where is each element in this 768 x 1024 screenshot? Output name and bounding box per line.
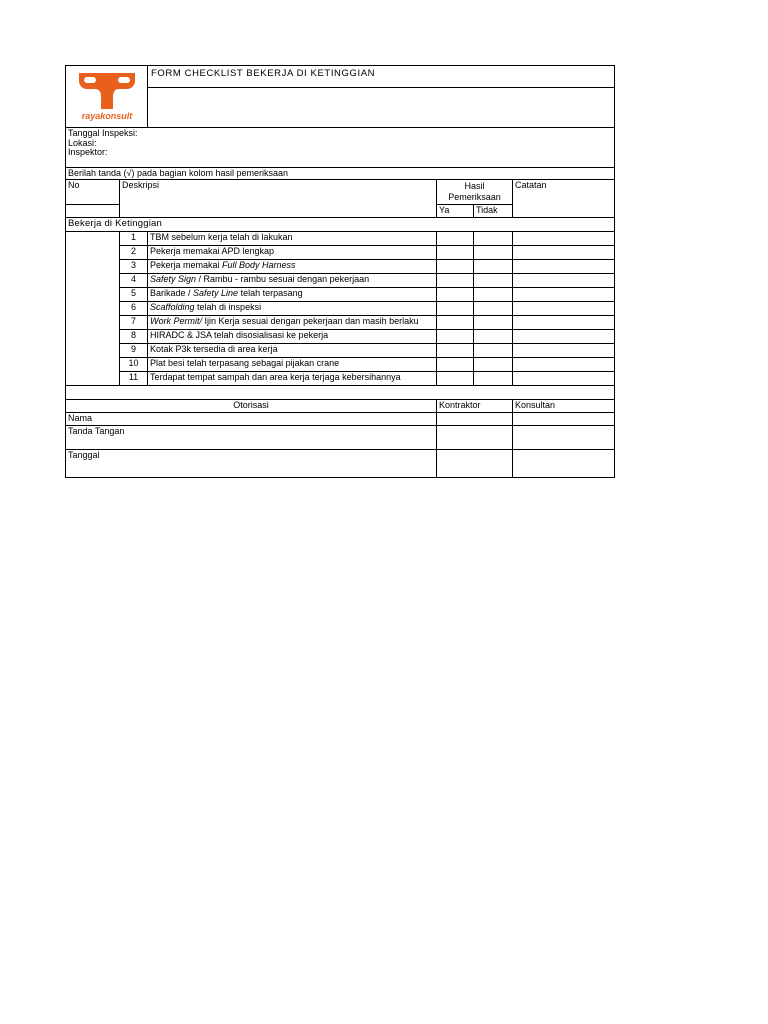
row-number: 4	[120, 274, 148, 288]
col-header-no-cont	[66, 205, 120, 218]
description-part: Scaffolding	[150, 302, 195, 312]
row-indent	[66, 358, 120, 372]
row-number: 9	[120, 344, 148, 358]
konsultan-header: Konsultan	[513, 400, 615, 413]
checklist-row	[66, 302, 615, 316]
tidak-checkbox-cell[interactable]	[474, 232, 513, 246]
ya-checkbox-cell[interactable]	[437, 302, 474, 316]
title-blank-area	[148, 88, 615, 128]
description-part: Plat besi telah terpasang sebagai pijakan crane	[150, 358, 340, 368]
checklist-row	[66, 232, 615, 246]
row-description	[148, 316, 437, 330]
otorisasi-header: Otorisasi	[66, 400, 437, 413]
nama-kontraktor-field[interactable]	[437, 413, 513, 426]
checklist-form	[65, 65, 614, 478]
ya-checkbox-cell[interactable]	[437, 232, 474, 246]
checklist-row	[66, 316, 615, 330]
row-indent	[66, 274, 120, 288]
catatan-cell[interactable]	[513, 302, 615, 316]
row-number: 1	[120, 232, 148, 246]
ya-checkbox-cell[interactable]	[437, 358, 474, 372]
row-indent	[66, 302, 120, 316]
catatan-cell[interactable]	[513, 260, 615, 274]
description-part: telah di inspeksi	[194, 302, 262, 312]
row-description	[148, 302, 437, 316]
description-part: Safety Sign	[150, 274, 197, 284]
catatan-cell[interactable]	[513, 232, 615, 246]
row-number: 10	[120, 358, 148, 372]
row-description	[148, 372, 437, 386]
description-part: Ijin Kerja sesuai dengan pekerjaan dan masih berlaku	[202, 316, 419, 326]
tidak-checkbox-cell[interactable]	[474, 330, 513, 344]
row-description	[148, 260, 437, 274]
ya-checkbox-cell[interactable]	[437, 344, 474, 358]
row-indent	[66, 260, 120, 274]
section-title: Bekerja di Ketinggian	[66, 218, 615, 232]
checklist-row	[66, 260, 615, 274]
ttd-konsultan-field[interactable]	[513, 426, 615, 450]
row-number: 2	[120, 246, 148, 260]
row-indent	[66, 232, 120, 246]
tidak-checkbox-cell[interactable]	[474, 274, 513, 288]
tidak-checkbox-cell[interactable]	[474, 344, 513, 358]
hasil-line1: Hasil	[464, 181, 485, 191]
row-indent	[66, 316, 120, 330]
row-description	[148, 344, 437, 358]
tanggal-konsultan-field[interactable]	[513, 450, 615, 478]
lokasi-label: Lokasi:	[68, 137, 97, 148]
row-description	[148, 246, 437, 260]
tidak-checkbox-cell[interactable]	[474, 288, 513, 302]
description-part: Kotak P3k tersedia di area kerja	[150, 344, 278, 354]
description-part: / Rambu - rambu sesuai dengan pekerjaan	[196, 274, 370, 284]
nama-konsultan-field[interactable]	[513, 413, 615, 426]
row-indent	[66, 288, 120, 302]
checklist-row	[66, 344, 615, 358]
logo	[66, 66, 148, 128]
tidak-checkbox-cell[interactable]	[474, 358, 513, 372]
row-number: 7	[120, 316, 148, 330]
row-description	[148, 358, 437, 372]
checklist-row	[66, 358, 615, 372]
checklist-row	[66, 288, 615, 302]
row-number: 8	[120, 330, 148, 344]
description-part: Pekerja memakai	[150, 260, 223, 270]
description-part: HIRADC & JSA telah disosialisasi ke pekerja	[150, 330, 329, 340]
tanggal-kontraktor-field[interactable]	[437, 450, 513, 478]
catatan-cell[interactable]	[513, 330, 615, 344]
inspektor-label: Inspektor:	[68, 147, 108, 157]
nama-label: Nama	[66, 413, 437, 426]
row-number: 3	[120, 260, 148, 274]
catatan-cell[interactable]	[513, 372, 615, 386]
ya-checkbox-cell[interactable]	[437, 246, 474, 260]
tidak-checkbox-cell[interactable]	[474, 372, 513, 386]
row-description	[148, 288, 437, 302]
description-part: Barikade /	[150, 288, 194, 298]
col-header-catatan: Catatan	[513, 180, 615, 218]
checklist-items	[66, 232, 615, 386]
checklist-row	[66, 330, 615, 344]
description-part: Full Body Harness	[222, 260, 296, 270]
catatan-cell[interactable]	[513, 316, 615, 330]
tidak-checkbox-cell[interactable]	[474, 302, 513, 316]
company-logo-icon	[75, 69, 139, 121]
row-indent	[66, 344, 120, 358]
instruction-text: Berilah tanda (√) pada bagian kolom hasil pemeriksaan	[66, 168, 615, 180]
form-title: FORM CHECKLIST BEKERJA DI KETINGGIAN	[148, 66, 615, 88]
spacer-row	[66, 386, 615, 400]
col-header-tidak: Tidak	[474, 205, 513, 218]
ya-checkbox-cell[interactable]	[437, 288, 474, 302]
hasil-line2: Pemeriksaan	[448, 192, 501, 202]
tidak-checkbox-cell[interactable]	[474, 260, 513, 274]
ya-checkbox-cell[interactable]	[437, 260, 474, 274]
ya-checkbox-cell[interactable]	[437, 316, 474, 330]
row-indent	[66, 330, 120, 344]
row-number: 5	[120, 288, 148, 302]
description-part: Terdapat tempat sampah dan area kerja terjaga kebersihannya	[150, 372, 401, 382]
tidak-checkbox-cell[interactable]	[474, 246, 513, 260]
row-description	[148, 274, 437, 288]
kontraktor-header: Kontraktor	[437, 400, 513, 413]
description-part: TBM sebelum kerja telah di lakukan	[150, 232, 293, 242]
col-header-ya: Ya	[437, 205, 474, 218]
row-number: 6	[120, 302, 148, 316]
description-part: Pekerja memakai APD lengkap	[150, 246, 275, 256]
catatan-cell[interactable]	[513, 246, 615, 260]
row-indent	[66, 372, 120, 386]
tanggal-label: Tanggal	[66, 450, 437, 478]
row-description	[148, 232, 437, 246]
tanda-tangan-label: Tanda Tangan	[66, 426, 437, 450]
logo-text: rayakonsult	[81, 111, 132, 121]
ya-checkbox-cell[interactable]	[437, 274, 474, 288]
description-part: Work Permit/	[150, 316, 203, 326]
catatan-cell[interactable]	[513, 274, 615, 288]
tanggal-inspeksi-label: Tanggal Inspeksi:	[68, 128, 138, 138]
col-header-hasil	[437, 180, 513, 205]
ya-checkbox-cell[interactable]	[437, 372, 474, 386]
row-indent	[66, 246, 120, 260]
catatan-cell[interactable]	[513, 358, 615, 372]
description-part: telah terpasang	[238, 288, 303, 298]
checklist-row	[66, 274, 615, 288]
tidak-checkbox-cell[interactable]	[474, 316, 513, 330]
catatan-cell[interactable]	[513, 288, 615, 302]
checklist-row	[66, 246, 615, 260]
ya-checkbox-cell[interactable]	[437, 330, 474, 344]
catatan-cell[interactable]	[513, 344, 615, 358]
col-header-no: No	[66, 180, 120, 205]
row-description	[148, 330, 437, 344]
description-part: Safety Line	[193, 288, 239, 298]
checklist-row	[66, 372, 615, 386]
inspection-info	[66, 128, 615, 168]
ttd-kontraktor-field[interactable]	[437, 426, 513, 450]
col-header-deskripsi: Deskripsi	[120, 180, 437, 218]
form-table	[65, 65, 615, 478]
row-number: 11	[120, 372, 148, 386]
